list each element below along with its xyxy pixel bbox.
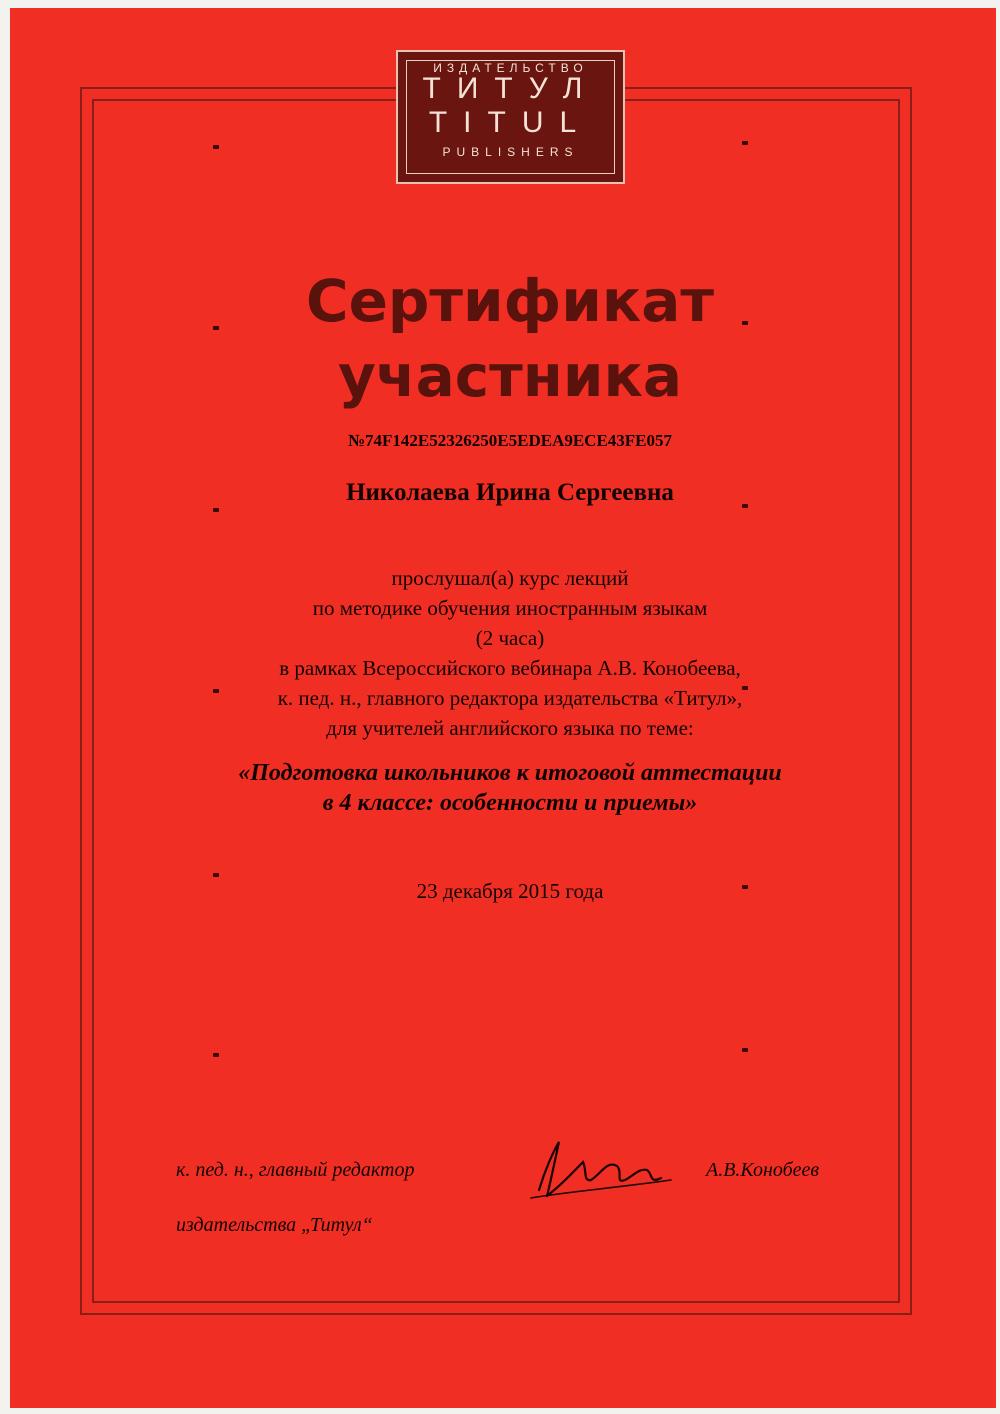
print-speck bbox=[742, 1048, 748, 1052]
handwritten-signature bbox=[525, 1130, 675, 1205]
print-speck bbox=[742, 141, 748, 145]
theme-line: «Подготовка школьников к итоговой аттестации bbox=[238, 760, 782, 786]
print-speck bbox=[213, 145, 219, 149]
body-line: в рамках Всероссийского вебинара А.В. Конобеева, bbox=[279, 656, 741, 680]
logo-top-text: ИЗДАТЕЛЬСТВО bbox=[433, 61, 588, 75]
print-speck bbox=[213, 508, 219, 512]
print-speck bbox=[742, 504, 748, 508]
logo-bottom-text: PUBLISHERS bbox=[442, 145, 579, 159]
print-speck bbox=[742, 686, 748, 690]
print-speck bbox=[213, 689, 219, 693]
signatory-role-line1: к. пед. н., главный редактор bbox=[176, 1159, 415, 1181]
signatory-role-line2: издательства „Титул“ bbox=[176, 1214, 373, 1236]
print-speck bbox=[213, 326, 219, 330]
theme-line: в 4 классе: особенности и приемы» bbox=[322, 790, 698, 816]
publisher-logo bbox=[398, 52, 623, 182]
participant-name: Николаева Ирина Сергеевна bbox=[346, 479, 674, 506]
print-speck bbox=[742, 885, 748, 889]
body-line: по методике обучения иностранным языкам bbox=[312, 596, 708, 620]
webinar-theme bbox=[150, 758, 870, 818]
certificate-title-line1: Сертификат bbox=[306, 267, 714, 335]
print-speck bbox=[213, 1053, 219, 1057]
print-speck bbox=[742, 321, 748, 325]
print-speck bbox=[213, 873, 219, 877]
logo-name-ru: ТИТУЛ bbox=[422, 72, 599, 105]
body-line: прослушал(а) курс лекций bbox=[391, 566, 629, 590]
signatory-name: А.В.Конобеев bbox=[706, 1159, 820, 1181]
certificate-serial-number: №74F142E52326250E5EDEA9ECE43FE057 bbox=[347, 431, 673, 450]
certificate-title-line2: участника bbox=[338, 342, 682, 410]
body-line: к. пед. н., главного редактора издательства «Титул», bbox=[277, 686, 743, 710]
body-line: (2 часа) bbox=[475, 626, 545, 650]
certificate-date: 23 декабря 2015 года bbox=[416, 879, 604, 903]
body-line: для учителей английского языка по теме: bbox=[326, 716, 694, 740]
logo-name-en: TITUL bbox=[428, 106, 593, 139]
certificate-body bbox=[150, 563, 870, 743]
